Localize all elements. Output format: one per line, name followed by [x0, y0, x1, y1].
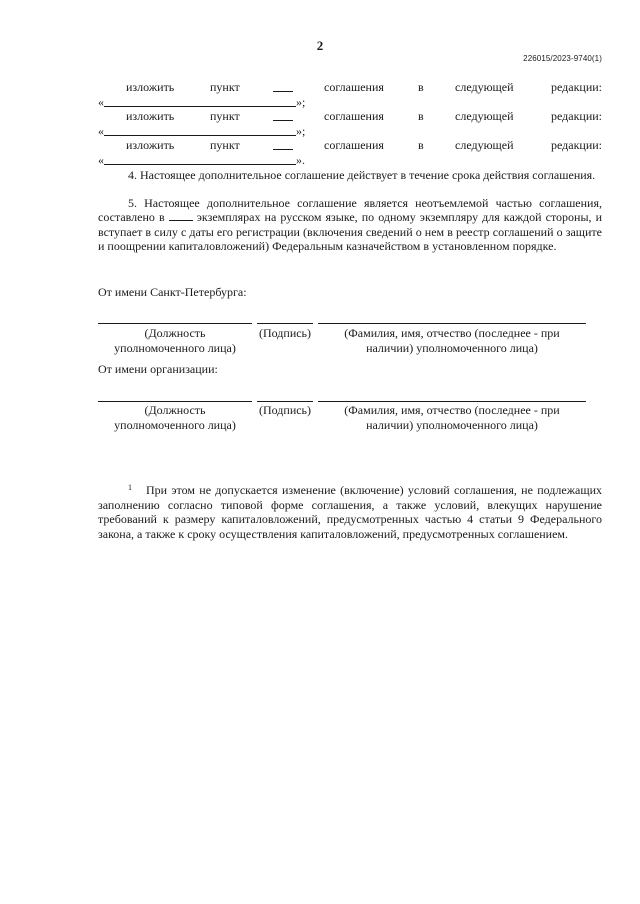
amend-word-punkt: пункт	[210, 138, 240, 152]
org-signature-line	[257, 401, 313, 402]
quote-close: »;	[296, 124, 306, 138]
amend-word-punkt: пункт	[210, 109, 240, 123]
quote-open: «	[98, 95, 104, 109]
name-caption-line-2: наличии) уполномоченного лица)	[366, 418, 538, 432]
new-wording-blank	[104, 95, 296, 107]
position-caption-line-2: уполномоченного лица)	[114, 341, 236, 355]
amend-word-redaktsii: редакции:	[550, 109, 602, 123]
spb-position-caption	[98, 326, 252, 356]
amend-word-sleduyushchey: следующей	[455, 138, 514, 152]
quote-open: «	[98, 153, 104, 167]
amend-word-sleduyushchey: следующей	[455, 109, 514, 123]
amend-word-soglasheniya: соглашения	[324, 80, 384, 94]
page-number: 2	[316, 38, 324, 53]
clause-4: 4. Настоящее дополнительное соглашение действует в течение срока действия соглашения.	[128, 168, 596, 182]
quote-close: »;	[296, 95, 306, 109]
quote-line-2	[98, 124, 305, 138]
amendment-line-1	[126, 80, 602, 94]
position-caption-line-1: (Должность	[144, 403, 206, 417]
footnote-text: При этом не допускается изменение (включение) условий соглашения, не подлежащих заполнению согласно типовой форме соглашения, а также условий, влекущих нарушение требований к размеру капиталовложений, предусмотренных частью 4 статьи 9 Федерального закона, а также к сроку осуществления капиталовложений, предусмотренных соглашением.	[98, 483, 602, 541]
amend-word-izlozhit: изложить	[126, 80, 175, 94]
clause-5-part-2: экземплярах на русском языке, по одному экземпляру для каждой стороны, и вступает в силу с даты его регистрации (включения сведений о нем в реестр соглашений о защите и поощрении капиталовложений) Федеральным казначейством в установленном порядке.	[98, 210, 603, 254]
amend-word-redaktsii: редакции:	[550, 80, 602, 94]
amend-word-punkt: пункт	[210, 80, 240, 94]
amend-word-v: в	[418, 80, 424, 94]
amend-word-sleduyushchey: следующей	[455, 80, 514, 94]
spb-signature-caption: (Подпись)	[258, 326, 312, 340]
footnote	[98, 483, 602, 541]
registration-number: 226015/2023-9740(1)	[523, 54, 602, 63]
amend-word-soglasheniya: соглашения	[324, 138, 384, 152]
spb-signatory-label: От имени Санкт-Петербурга:	[98, 285, 247, 299]
name-caption-line-1: (Фамилия, имя, отчество (последнее - при	[344, 326, 560, 340]
quote-open: «	[98, 124, 104, 138]
org-position-line	[98, 401, 252, 402]
clause-5-part-1: 5. Настоящее дополнительное соглашение является неотъемлемой частью соглашения, составлено в	[98, 196, 602, 225]
new-wording-blank	[104, 124, 296, 136]
clause-5	[98, 196, 602, 254]
amend-word-v: в	[418, 138, 424, 152]
copies-count-blank	[169, 210, 193, 221]
name-caption-line-2: наличии) уполномоченного лица)	[366, 341, 538, 355]
spb-position-line	[98, 323, 252, 324]
amend-word-v: в	[418, 109, 424, 123]
org-signatory-label: От имени организации:	[98, 362, 218, 376]
position-caption-line-2: уполномоченного лица)	[114, 418, 236, 432]
quote-line-1	[98, 95, 305, 109]
org-signature-caption: (Подпись)	[258, 403, 312, 417]
amend-word-redaktsii: редакции:	[550, 138, 602, 152]
point-number-blank	[273, 109, 293, 121]
quote-close: ».	[296, 153, 305, 167]
amendment-line-3	[126, 138, 602, 152]
point-number-blank	[273, 138, 293, 150]
spb-name-line	[318, 323, 586, 324]
new-wording-blank	[104, 153, 296, 165]
position-caption-line-1: (Должность	[144, 326, 206, 340]
spb-signature-line	[257, 323, 313, 324]
org-name-caption	[318, 403, 586, 433]
point-number-blank	[273, 80, 293, 92]
amendment-line-2	[126, 109, 602, 123]
org-position-caption	[98, 403, 252, 433]
amend-word-soglasheniya: соглашения	[324, 109, 384, 123]
footnote-marker: 1	[128, 483, 132, 492]
quote-line-3	[98, 153, 305, 167]
amend-word-izlozhit: изложить	[126, 109, 175, 123]
name-caption-line-1: (Фамилия, имя, отчество (последнее - при	[344, 403, 560, 417]
spb-name-caption	[318, 326, 586, 356]
org-name-line	[318, 401, 586, 402]
amend-word-izlozhit: изложить	[126, 138, 175, 152]
